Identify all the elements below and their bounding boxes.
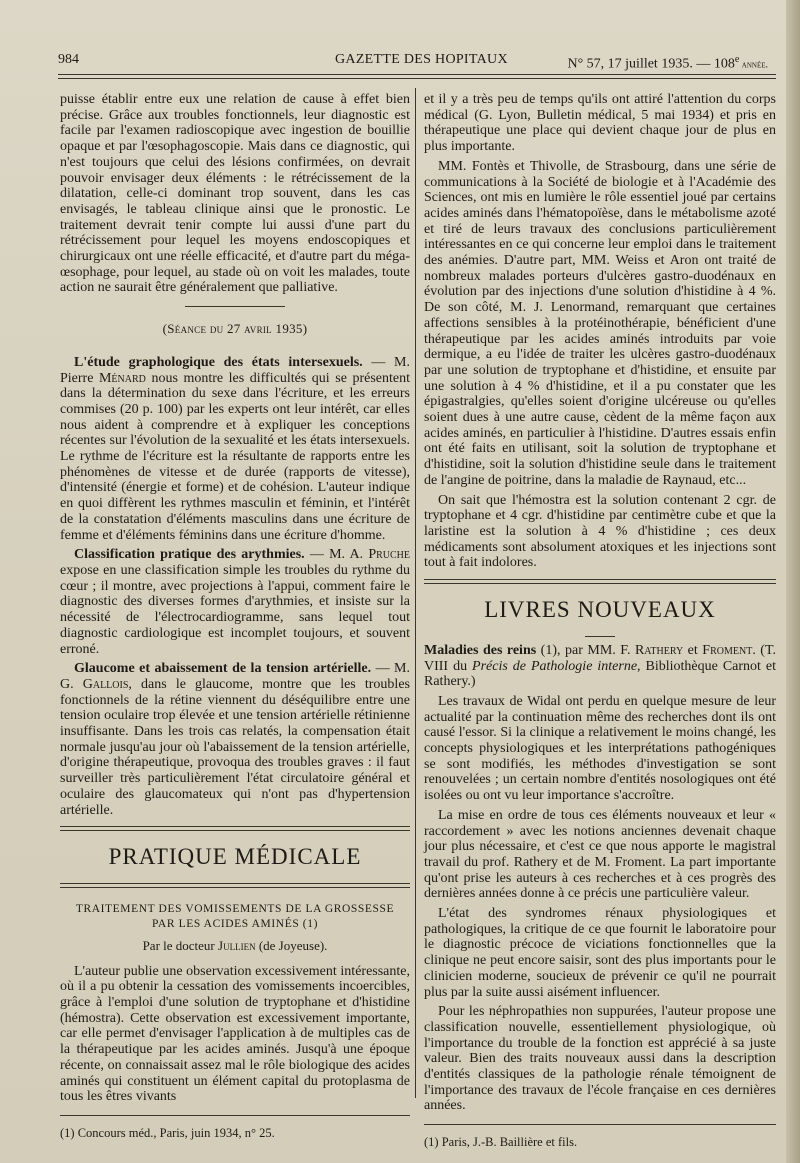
journal-title: GAZETTE DES HOPITAUX <box>335 52 508 67</box>
paragraph: puisse établir entre eux une relation de cause à effet bien précise. Grâce aux troubles fonctionnels, leur diagnostic est facile par l'examen radioscopique avec ingestion de bouillie opaque et par l'œsophagoscopie. Mais dans ce diagnostic, qui n'est toujours que celui des lésions confirmées, on devrait pouvoir envisager deux éléments : le rétrécissement de la dilatation, celle-ci dominant trop souvent, dans les cas envisagés, le tableau clinique ainsi que le pronostic. Le traitement devrait tenir compte lui aussi d'une part du rétrécissement pour lequel les moyens endoscopiques et chirurgicaux ont une réelle efficacité, et d'autre part du méga-œsophage, pour lequel, au stade où on voit les malades, toute action ne saurait être généralement que palliative. <box>60 92 410 296</box>
column-divider <box>415 88 416 1098</box>
double-rule <box>60 883 410 888</box>
communication-graphology: L'étude graphologique des états intersexuels. — M. Pierre Ménard nous montre les difficultés qui se présentent dans la détermination du sexe dans l'écriture, et les erreurs commises (20 p. 100) par les experts ont leur intérêt, car elles nous aident à comprendre et à expliquer les conceptions récentes sur l'évolution de la sexualité et les états intersexuels. Le rythme de l'écriture est la résultante de rapports entre les phénomènes de vitesse et de durée (rapports de vitesse), d'intensité (énergie et forme) et de cohésion. L'auteur indique en quoi diffèrent les rythmes masculin et féminin, et l'intérêt de la constatation d'éléments masculins dans une écriture de femme et d'éléments féminins dans une écriture d'homme. <box>60 354 410 543</box>
communication-glaucome: Glaucome et abaissement de la tension artérielle. — M. G. Gallois, dans le glaucome, montre que les troubles fonctionnels de la rétine viennent du déséquilibre entre une tension oculaire trop élevée et une tension artérielle rétinienne insuffisante. Dans les trois cas relatés, la compensation était normale jusqu'au jour où l'abaissement de la tension artérielle, d'origine thérapeutique, provoqua des troubles graves : il faut surveiller très particulièrement l'état circulatoire général et oculaire des glaucomateux qui n'ont pas d'hypertension artérielle. <box>60 661 410 818</box>
footnote: (1) Concours méd., Paris, juin 1934, n° 25. <box>60 1125 275 1140</box>
review-paragraph: Les travaux de Widal ont perdu en quelque mesure de leur actualité par la continuation même des recherches dont ils ont causé l'essor. Si la clinique a relativement le moins changé, les concepts physiologiques et les interprétations pathogéniques se sont modifiés, les méthodes d'investigation se sont renouvelées ; un certain nombre d'entités nosologiques ont été isolées ou ont vu leur importance s'accroître. <box>424 693 776 804</box>
page-header <box>58 50 776 72</box>
review-paragraph: L'état des syndromes rénaux physiologiques et pathologiques, la critique de ce que fournit le laboratoire pour le diagnostic précoce de viciations fonctionnelles que la clinique ne peut encore saisir, sont des plus importants pour le clinicien moderne, soucieux de prévenir ce qu'il ne pourrait plus par la suite aussi aisément influencer. <box>424 906 776 1000</box>
separator <box>185 306 285 307</box>
separator <box>585 636 615 637</box>
footnote-rule <box>424 1124 776 1125</box>
double-rule <box>424 579 776 584</box>
section-title-livres: LIVRES NOUVEAUX <box>484 597 716 623</box>
double-rule <box>60 826 410 831</box>
paragraph: On sait que l'hémostra est la solution contenant 2 cgr. de tryptophane et 4 cgr. d'histidine par centimètre cube et que la laristine est la solution à 4 % d'histidine ; ces deux médicaments sont absolument atoxiques et les injections sont tout à fait indolores. <box>424 492 776 571</box>
paragraph: MM. Fontès et Thivolle, de Strasbourg, dans une série de communications à la Société de biologie et à l'Académie des Sciences, ont mis en lumière le rôle essentiel joué par certains acides aminés dans l'hématopoïèse, dans le métabolisme azoté et tiré de leurs travaux des conclusions particulièrement intéressantes en ce qui concerne leur emploi dans le traitement des anémies. D'autre part, MM. Weiss et Aron ont traité de nombreux malades porteurs d'ulcères gastro-duodénaux en évolution par des injections d'une solution d'histidine à 4 %. De son côté, M. J. Lenormand, remarquant que certaines affections sensibles à la protéinothérapie, bénéficient d'une thérapeutique par les acides aminés introduits par voie dermique, a eu l'idée de traiter les ulcères gastro-duodénaux par une solution de tryptophane et d'histidine, et ensuite par une solution à 4 % d'histidine, et il a pu constater que les épigastralgies, qu'elles soient d'origine ulcéreuse ou qu'elles soient dues à une autre cause, cèdent de la même façon aux acides aminés, en particulier à l'histidine. D'autres essais enfin ont été faits en utilisant, soit la solution de tryptophane et d'histidine, soit la solution d'histidine seule dans le traitement de l'angine de poitrine, dans la maladie de Raynaud, etc... <box>424 158 776 488</box>
footnote: (1) Paris, J.-B. Baillière et fils. <box>424 1135 578 1150</box>
article-title: TRAITEMENT DES VOMISSEMENTS DE LA GROSSESSE PAR LES ACIDES AMINÉS (1) <box>75 902 395 930</box>
communication-arythmies: Classification pratique des arythmies. — M. A. Pruche expose en une classification simple les troubles du rythme du cœur ; il montre, avec projections à l'appui, comment faire le diagnostic des diverses formes d'arythmies, et insiste sur la nécessité de l'électrocardiogramme, sans lequel tout diagnostic cardiologique est incomplet toujours, et souvent erroné. <box>60 547 410 657</box>
article-byline: Par le docteur Jullien (de Joyeuse). <box>142 937 328 953</box>
header-rule <box>58 74 776 75</box>
left-column <box>60 92 410 1142</box>
section-title-pratique: PRATIQUE MÉDICALE <box>108 844 362 870</box>
article-text: L'auteur publie une observation excessivement intéressante, où il a pu obtenir la cessation des vomissements incoercibles, grâce à l'emploi d'une solution de tryptophane et d'histidine (hémostra). Cette observation est excessivement importante, car elle permet d'envisager l'application à de multiples cas de la thérapeutique par les acides aminés. Jusqu'à une époque récente, on connaissait assez mal le rôle biologique des acides aminés qui constituent un élément capital du protoplasma de tous les êtres vivants <box>60 963 410 1105</box>
paragraph: et il y a très peu de temps qu'ils ont attiré l'attention du corps médical (G. Lyon, Bulletin médical, 5 mai 1934) et pris en thérapeutique une place qui devient chaque jour de plus en plus importante. <box>424 92 776 155</box>
right-column <box>424 92 776 1151</box>
header-rule-2 <box>58 78 776 79</box>
session-heading: (Séance du 27 avril 1935) <box>162 321 308 337</box>
issue-date: N° 57, 17 juillet 1935. — 108e année. <box>567 54 768 72</box>
page-number: 984 <box>58 52 79 67</box>
page-edge <box>786 0 800 1163</box>
book-heading: Maladies des reins (1), par MM. F. Rathery et Froment. (T. VIII du Précis de Pathologie interne, Bibliothèque Carnot et Rathery.) <box>424 642 776 690</box>
review-paragraph: La mise en ordre de tous ces éléments nouveaux et leur « raccordement » avec les notions anciennes devenait chaque jour plus nécessaire, et c'est ce que nous apporte le magistral travail du prof. Rathery et de M. Froment. La part importante qu'ont prise les auteurs à ces recherches et à ces progrès des dernières années donne à ce précis une particulière valeur. <box>424 807 776 902</box>
review-paragraph: Pour les néphropathies non suppurées, l'auteur propose une classification nouvelle, essentiellement physiologique, où l'importance du trouble de la fonction est apprécié à sa juste valeur. Bien des traits nouveaux aussi dans la description d'entités classiques de la pathologie rénale témoignent de l'importance des travaux de l'école française en ces dernières années. <box>424 1004 776 1114</box>
footnote-rule <box>60 1115 410 1116</box>
